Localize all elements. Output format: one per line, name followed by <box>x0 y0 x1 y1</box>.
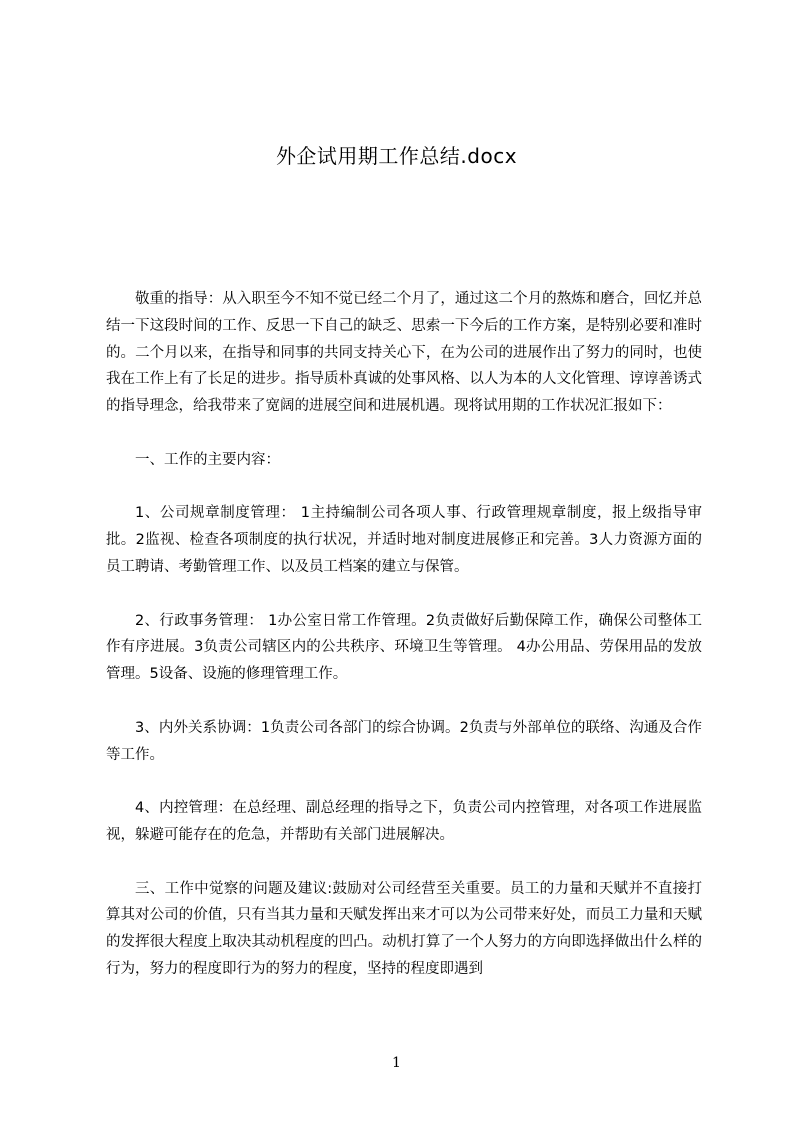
paragraph-intro: 敬重的指导：从入职至今不知不觉已经二个月了，通过这二个月的熬炼和磨合，回忆并总结一下这段时间的工作、反思一下自己的缺乏、思索一下今后的工作方案，是特别必要和准时的。二个月以来，在指导和同事的共同支持关心下，在为公司的进展作出了努力的同时，也使我在工作上有了长足的进步。指导质朴真诚的处事风格、以人为本的人文化管理、谆谆善诱式的指导理念，给我带来了宽阔的进展空间和进展机遇。现将试用期的工作状况汇报如下： <box>106 291 702 415</box>
paragraph-item-1: 1、公司规章制度管理： 1主持编制公司各项人事、行政管理规章制度，报上级指导审批。2监视、检查各项制度的执行状况，并适时地对制度进展修正和完善。3人力资源方面的员工聘请、考勤管理工作、以及员工档案的建立与保管。 <box>106 505 702 575</box>
document-body <box>106 286 702 1010</box>
page-number: 1 <box>392 1055 401 1071</box>
paragraph-item-4: 4、内控管理：在总经理、副总经理的指导之下，负责公司内控管理，对各项工作进展监视，躲避可能存在的危急，并帮助有关部门进展解决。 <box>106 800 702 843</box>
paragraph-section-heading: 一、工作的主要内容： <box>135 451 280 468</box>
paragraph-section-three: 三、工作中觉察的问题及建议:鼓励对公司经营至关重要。员工的力量和天赋并不直接打算其对公司的价值，只有当其力量和天赋发挥出来才可以为公司带来好处，而员工力量和天赋的发挥很大程度上取决其动机程度的凹凸。动机打算了一个人努力的方向即选择做出什么样的行为，努力的程度即行为的努力的程度，坚持的程度即遇到 <box>106 880 702 977</box>
paragraph-item-3: 3、内外关系协调：1负责公司各部门的综合协调。2负责与外部单位的联络、沟通及合作等工作。 <box>106 719 702 763</box>
document-title: 外企试用期工作总结.docx <box>275 144 518 168</box>
paragraph-item-2: 2、行政事务管理： 1办公室日常工作管理。2负责做好后勤保障工作，确保公司整体工作有序进展。3负责公司辖区内的公共秩序、环境卫生等管理。 4办公用品、劳保用品的发放管理。5设备、设施的修理管理工作。 <box>106 612 702 683</box>
